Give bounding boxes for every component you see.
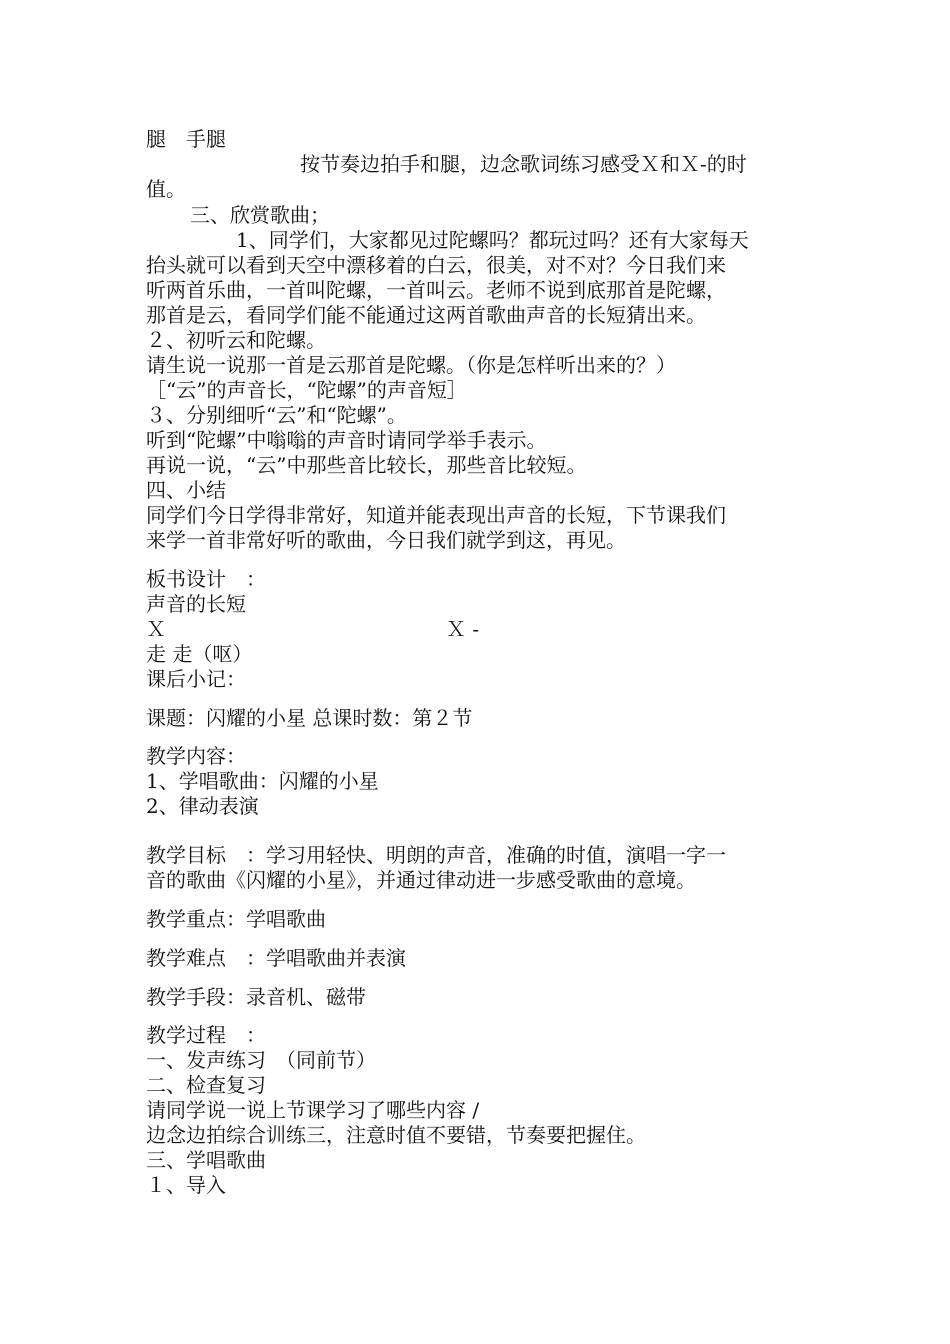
text-line: 边念边拍综合训练三，注意时值不要错，节奏要把握住。 <box>146 1123 646 1147</box>
text-line: ［“云”的声音长，“陀螺”的声音短］ <box>146 378 467 402</box>
text-line: ２、初听云和陀螺。 <box>146 328 326 352</box>
text-line: 按节奏边拍手和腿，边念歌词练习感受Ｘ和Ｘ-的时 <box>300 152 747 176</box>
notation-x-dash: Ｘ - <box>446 617 480 641</box>
text-line: 同学们今日学得非常好，知道并能表现出声音的长短，下节课我们 <box>146 503 726 527</box>
text-line: 声音的长短 <box>146 592 246 616</box>
text-line: 二、检查复习 <box>146 1073 266 1097</box>
text-line: 请同学说一说上节课学习了哪些内容 / <box>146 1098 480 1122</box>
text-line: 音的歌曲《闪耀的小星》，并通过律动进一步感受歌曲的意境。 <box>146 868 696 892</box>
text-line: 听到“陀螺”中嗡嗡的声音时请同学举手表示。 <box>146 428 547 452</box>
text-line: ３、分别细听“云”和“陀螺”。 <box>146 403 407 427</box>
text-line: 听两首乐曲，一首叫陀螺，一首叫云。老师不说到底那首是陀螺， <box>146 278 726 302</box>
text-line: 教学难点 ：学唱歌曲并表演 <box>146 946 406 970</box>
text-line: 课后小记： <box>146 667 246 691</box>
text-line: 教学目标 ：学习用轻快、明朗的声音，准确的时值，演唱一字一 <box>146 843 726 867</box>
text-line: 值。 <box>146 177 186 201</box>
text-line: 1、学唱歌曲：闪耀的小星 <box>146 769 379 793</box>
text-line: 教学内容： <box>146 744 246 768</box>
section-heading: 三、欣赏歌曲； <box>190 203 330 227</box>
text-line: 教学过程 ： <box>146 1023 266 1047</box>
lesson-title: 课题：闪耀的小星 总课时数：第２节 <box>146 706 473 730</box>
text-line: 板书设计 ： <box>146 567 266 591</box>
text-line: 抬头就可以看到天空中漂移着的白云，很美，对不对？今日我们来 <box>146 253 726 277</box>
section-heading: 四、小结 <box>146 478 226 502</box>
text-line: 教学手段：录音机、磁带 <box>146 985 366 1009</box>
text-line: 来学一首非常好听的歌曲，今日我们就学到这，再见。 <box>146 528 626 552</box>
text-line: 请生说一说那一首是云那首是陀螺。（你是怎样听出来的？） <box>146 353 676 377</box>
text-line: 教学重点：学唱歌曲 <box>146 907 326 931</box>
text-line: １、导入 <box>146 1173 226 1197</box>
text-line: 走 走（呕） <box>146 642 253 666</box>
text-line: 三、学唱歌曲 <box>146 1148 266 1172</box>
text-line: 一、发声练习 （同前节） <box>146 1048 376 1072</box>
text-line: 2、律动表演 <box>146 794 259 818</box>
text-line: 那首是云，看同学们能不能通过这两首歌曲声音的长短猜出来。 <box>146 303 706 327</box>
text-line: 再说一说，“云”中那些音比较长，那些音比较短。 <box>146 453 587 477</box>
notation-x: Ｘ <box>146 617 166 641</box>
text-line: 腿 手腿 <box>146 127 226 151</box>
text-line: 1、同学们，大家都见过陀螺吗？都玩过吗？还有大家每天 <box>236 228 749 252</box>
